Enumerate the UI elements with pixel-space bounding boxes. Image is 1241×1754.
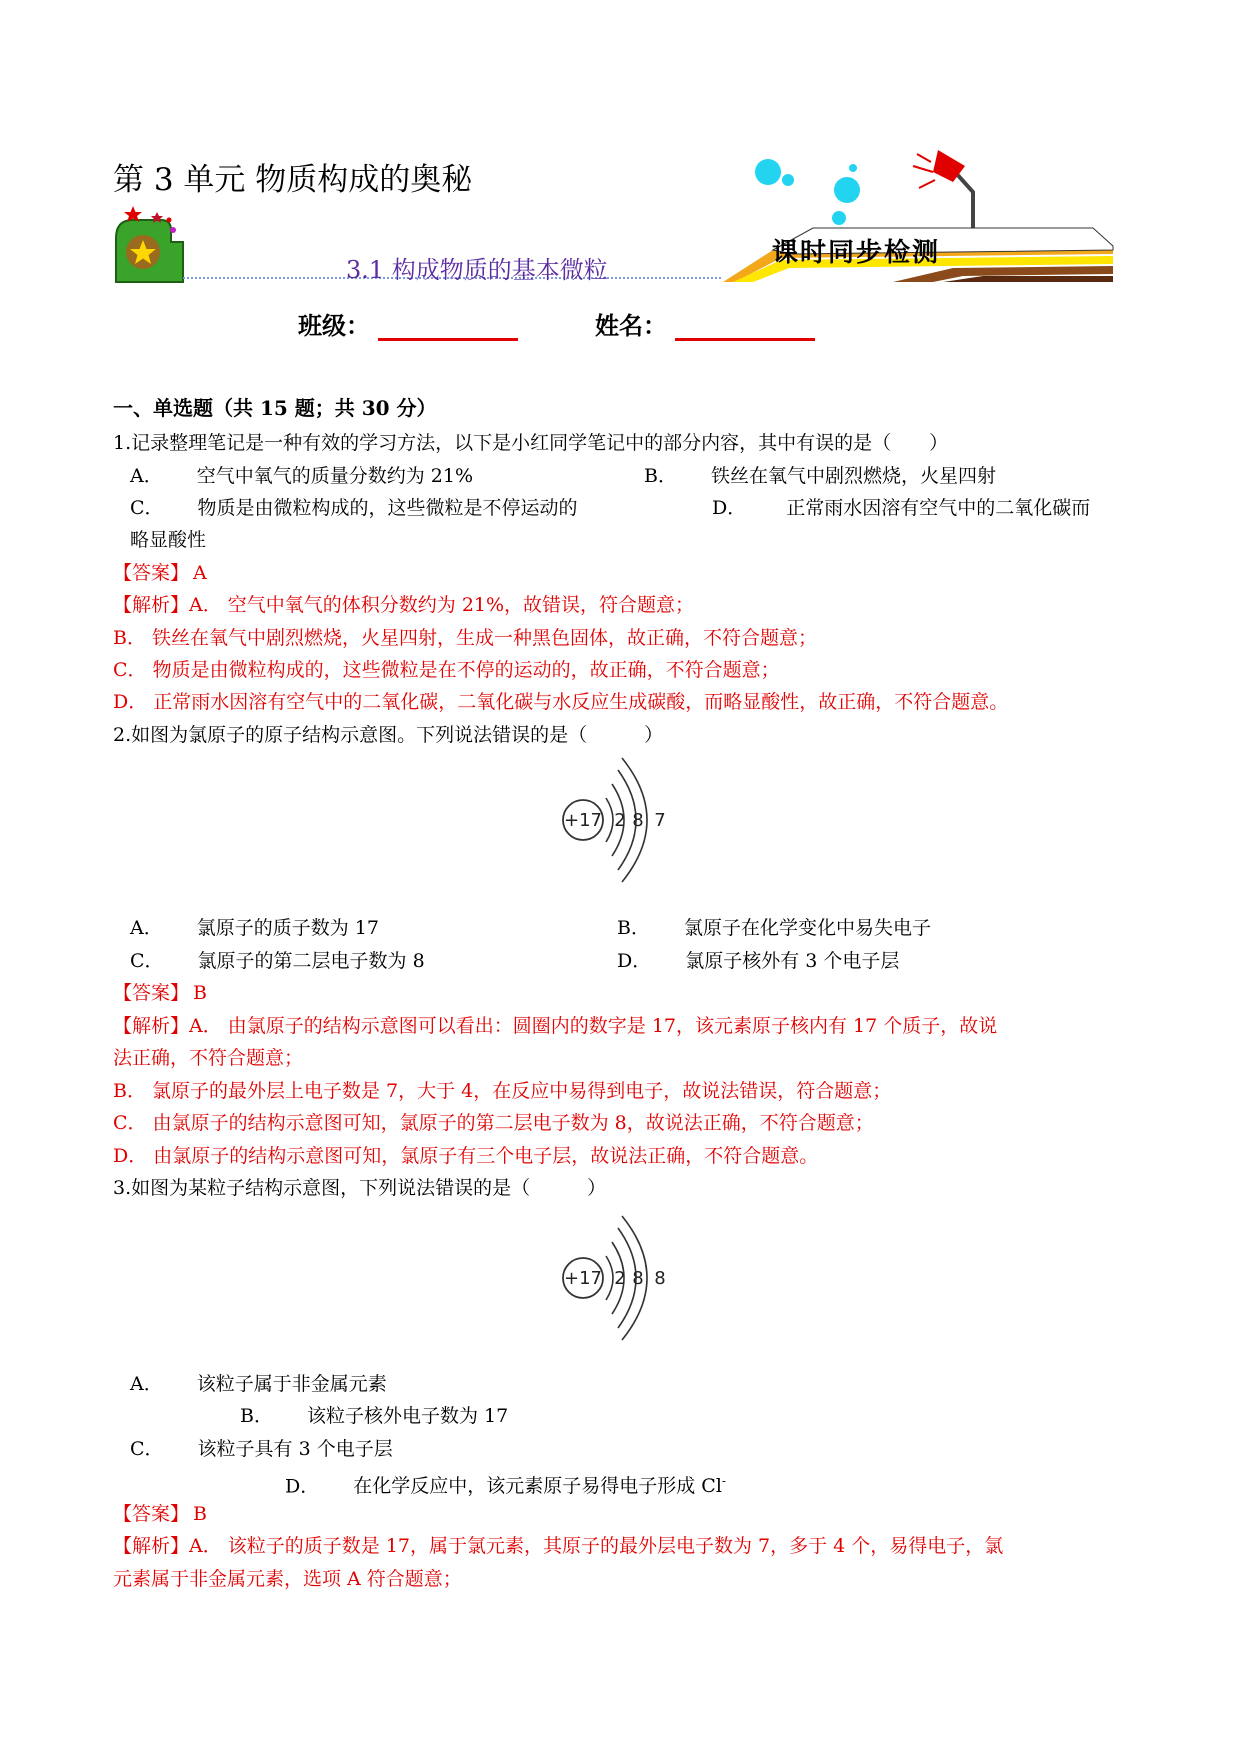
class-label: 班级： (298, 311, 370, 340)
class-field (298, 306, 518, 341)
q1-option-d[interactable] (712, 496, 1090, 520)
q1-analysis-line (113, 593, 694, 617)
q1-analysis-3: D． 正常雨水因溶有空气中的二氧化碳，二氧化碳与水反应生成碳酸，而略显酸性，故正确，不符合题意。 (113, 691, 1009, 713)
q1-c-letter: C． (130, 497, 164, 519)
q3-answer (113, 1502, 207, 1526)
q2-analysis-2: B． 氯原子的最外层上电子数是 7，大于 4，在反应中易得到电子，故说法错误，符合题意； (113, 1080, 892, 1102)
q1-a-text: 空气中氧气的质量分数约为 21% (196, 465, 474, 487)
lesson-title: 3.1 构成物质的基本微粒 (346, 256, 608, 284)
q2-nucleus-label: +17 (564, 810, 602, 831)
q1-stem: 1.记录整理笔记是一种有效的学习方法，以下是小红同学笔记中的部分内容，其中有误的是（ ） (113, 432, 949, 454)
q2-a-text: 氯原子的质子数为 17 (196, 917, 379, 939)
name-field (595, 306, 815, 341)
q1-analysis-2: C． 物质是由微粒构成的，这些微粒是在不停的运动的，故正确，不符合题意； (113, 659, 780, 681)
q2-c-text: 氯原子的第二层电子数为 8 (197, 950, 425, 972)
name-blank[interactable] (675, 312, 815, 341)
q3-b-text: 该粒子核外电子数为 17 (306, 1405, 509, 1427)
q2-analysis-0: A． 由氯原子的结构示意图可以看出：圆圈内的数字是 17，该元素原子核内有 17 个质子，故说 (189, 1015, 998, 1037)
q3-a-letter: A． (130, 1373, 163, 1395)
q2-d-letter: D． (617, 950, 652, 972)
q2-shell-2: 8 (632, 810, 644, 831)
q3-analysis-1: 元素属于非金属元素，选项 A 符合题意； (113, 1568, 462, 1590)
q2-shell-1: 2 (614, 810, 626, 831)
q1-b-text: 铁丝在氧气中剧烈燃烧，火星四射 (710, 465, 996, 487)
q1-answer (113, 561, 207, 585)
q3-shell-3: 8 (654, 1268, 666, 1289)
q3-option-b[interactable] (240, 1404, 508, 1428)
q3-option-a[interactable] (130, 1372, 387, 1396)
q2-analysis-1: 法正确，不符合题意； (113, 1047, 304, 1069)
section-title: 一、单选题（共 15 题；共 30 分） (113, 396, 437, 420)
desk-lamp-icon (913, 150, 973, 232)
sync-test-badge: 课时同步检测 (772, 238, 941, 268)
q1-answer-value: A (193, 562, 207, 584)
q3-stem: 3.如图为某粒子结构示意图，下列说法错误的是（ ） (113, 1177, 607, 1199)
q3-d-letter: D． (285, 1475, 320, 1498)
q2-analysis-3: C． 由氯原子的结构示意图可知，氯原子的第二层电子数为 8，故说法正确，不符合题意； (113, 1112, 874, 1134)
q1-analysis-0: A． 空气中氧气的体积分数约为 21%，故错误，符合题意； (189, 594, 695, 616)
q3-analysis-0: A． 该粒子的质子数是 17，属于氯元素，其原子的最外层电子数为 7，多于 4 个，易得电子，氯 (189, 1535, 1004, 1557)
q3-shell-1: 2 (614, 1268, 626, 1289)
q3-ion-diagram (558, 1206, 678, 1346)
q3-answer-label: 【答案】 (113, 1503, 190, 1525)
q2-c-letter: C． (130, 950, 164, 972)
q2-stem: 2.如图为氯原子的原子结构示意图。下列说法错误的是（ ） (113, 724, 664, 746)
q1-d-text: 正常雨水因溶有空气中的二氧化碳而 (786, 497, 1091, 519)
q2-answer-value: B (193, 982, 207, 1004)
q2-shell-3: 7 (654, 810, 666, 831)
q1-d-letter: D． (712, 497, 747, 519)
q2-analysis-label: 【解析】 (113, 1015, 190, 1037)
q3-analysis-label: 【解析】 (113, 1535, 190, 1557)
q2-option-c[interactable] (130, 949, 425, 973)
q2-analysis-4: D． 由氯原子的结构示意图可知，氯原子有三个电子层，故说法正确，不符合题意。 (113, 1145, 819, 1167)
q1-b-letter: B． (644, 465, 677, 487)
q2-answer-label: 【答案】 (113, 982, 190, 1004)
q2-option-d[interactable] (617, 949, 899, 973)
q1-option-a[interactable] (130, 464, 473, 488)
q3-b-letter: B． (240, 1405, 273, 1427)
q2-atom-diagram (558, 748, 678, 888)
q3-option-c[interactable] (130, 1437, 393, 1461)
q1-option-b[interactable] (644, 464, 996, 488)
unit-title: 第 3 单元 物质构成的奥秘 (113, 162, 473, 198)
class-blank[interactable] (378, 312, 518, 341)
q2-a-letter: A． (130, 917, 163, 939)
q3-a-text: 该粒子属于非金属元素 (196, 1373, 387, 1395)
q3-d-text: 在化学反应中，该元素原子易得电子形成 Cl (353, 1475, 722, 1498)
q1-answer-label: 【答案】 (113, 562, 190, 584)
q1-option-c[interactable] (130, 496, 578, 520)
q2-option-a[interactable] (130, 916, 379, 940)
q3-c-letter: C． (130, 1438, 164, 1460)
q1-analysis-1: B． 铁丝在氧气中剧烈燃烧，火星四射，生成一种黑色固体，故正确，不符合题意； (113, 627, 818, 649)
q3-answer-value: B (193, 1503, 207, 1525)
q2-analysis-line (113, 1014, 997, 1038)
q3-analysis-line (113, 1534, 1003, 1558)
name-label: 姓名： (595, 311, 667, 340)
q3-nucleus-label: +17 (564, 1268, 602, 1289)
q2-answer (113, 981, 207, 1005)
q3-c-text: 该粒子具有 3 个电子层 (197, 1438, 393, 1460)
q2-option-b[interactable] (617, 916, 931, 940)
q2-b-text: 氯原子在化学变化中易失电子 (683, 917, 931, 939)
q2-b-letter: B． (617, 917, 650, 939)
q3-shell-2: 8 (632, 1268, 644, 1289)
q1-a-letter: A． (130, 465, 163, 487)
star-mound-icon (116, 206, 183, 282)
q1-d-text-cont: 略显酸性 (130, 529, 207, 551)
q3-d-superscript: - (721, 1474, 726, 1488)
q3-option-d[interactable] (285, 1469, 726, 1498)
q1-c-text: 物质是由微粒构成的，这些微粒是不停运动的 (197, 497, 578, 519)
q2-d-text: 氯原子核外有 3 个电子层 (685, 950, 900, 972)
q1-analysis-label: 【解析】 (113, 594, 190, 616)
